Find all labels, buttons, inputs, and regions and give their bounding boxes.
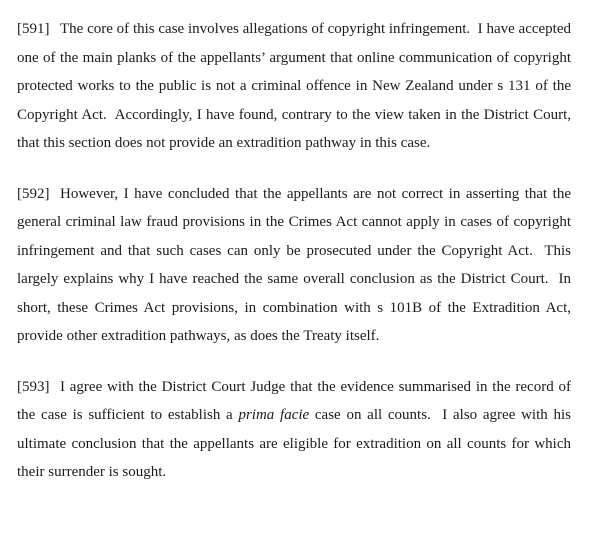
paragraph-593 — [17, 373, 571, 487]
latin-phrase-italic: prima facie — [238, 407, 310, 423]
paragraph-text: The core of this case involves allegations of copyright infringement. I have accepted one of the main planks of the appellants’ argument that online communication of copyright protected works to the public is not a criminal offence in New Zealand under s 131 of the Copyright Act. Accordingly, I have found, contrary to the view taken in the District Court, that this section does not provide an extradition pathway in this case. — [17, 21, 571, 151]
paragraph-number: [592] — [17, 185, 50, 202]
paragraph-text: However, I have concluded that the appellants are not correct in asserting that the general criminal law fraud provisions in the Crimes Act cannot apply in cases of copyright infringement and that such cases can only be prosecuted under the Copyright Act. This largely explains why I have reached the same overall conclusion as the District Court. In short, these Crimes Act provisions, in combination with s 101B of the Extradition Act, provide other extradition pathways, as does the Treaty itself. — [17, 185, 571, 344]
paragraph-text: case on all counts. I also agree with his ultimate conclusion that the appellants are eligible for extradition on all counts for which their surrender is sought. — [17, 407, 571, 480]
paragraph-591 — [17, 15, 571, 158]
paragraph-text: I agree with the District Court Judge that the evidence summarised in the record of the case is sufficient to establish a — [17, 378, 571, 423]
paragraph-number: [591] — [17, 21, 50, 37]
paragraph-592 — [17, 180, 571, 351]
paragraph-number: [593] — [17, 378, 50, 395]
